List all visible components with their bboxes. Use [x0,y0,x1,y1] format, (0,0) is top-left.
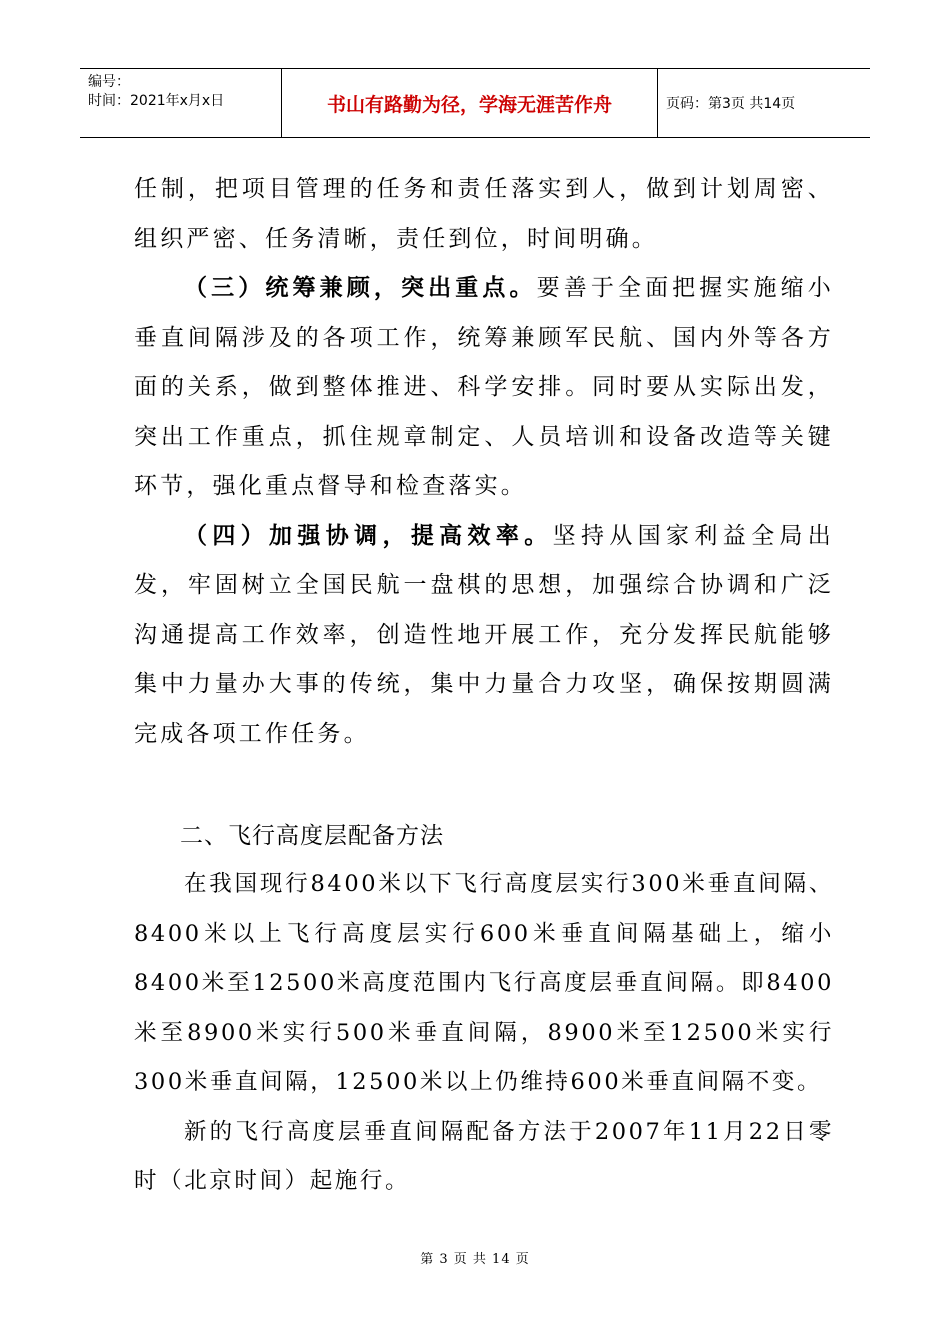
page-header [80,68,870,138]
header-motto: 书山有路勤为径，学海无涯苦作舟 [282,69,658,137]
page-footer: 第 3 页 共 14 页 [420,1252,530,1267]
number-label: 编号： [88,74,130,90]
body-text-lower [134,860,834,1207]
paragraph-4: 在我国现行8400米以下飞行高度层实行300米垂直间隔、8400米以上飞行高度层实行600米垂直间隔基础上，缩小8400米至12500米高度范围内飞行高度层垂直间隔。即8400米至8900米实行500米垂直间隔，8900米至12500米实行300米垂直间隔，12500米以上仍维持600米垂直间隔不变。 [134,871,834,1095]
body-text-upper [134,165,834,759]
paragraph-2 [134,264,834,512]
paragraph-3 [134,512,834,760]
section-title: 二、飞行高度层配备方法 [180,823,444,849]
paragraph-3-text: 坚持从国家利益全局出发，牢固树立全国民航一盘棋的思想，加强综合协调和广泛沟通提高工作效率，创造性地开展工作，充分发挥民航能够集中力量办大事的传统，集中力量合力攻坚，确保按期圆满完成各项工作任务。 [134,522,834,747]
paragraph-1: 任制，把项目管理的任务和责任落实到人，做到计划周密、组织严密、任务清晰，责任到位，时间明确。 [134,176,834,252]
paragraph-3-heading: （四）加强协调，提高效率。 [184,522,553,549]
paragraph-5: 新的飞行高度层垂直间隔配备方法于2007年11月22日零时（北京时间）起施行。 [134,1118,834,1194]
date-label: 时间：2021年x月x日 [88,93,225,109]
header-meta [80,69,282,137]
paragraph-2-text: 要善于全面把握实施缩小垂直间隔涉及的各项工作，统筹兼顾军民航、国内外等各方面的关系，做到整体推进、科学安排。同时要从实际出发，突出工作重点，抓住规章制定、人员培训和设备改造等关键环节，强化重点督导和检查落实。 [134,275,834,499]
header-page-info: 页码：第3页 共14页 [666,96,796,112]
paragraph-2-heading: （三）统筹兼顾，突出重点。 [184,275,537,301]
